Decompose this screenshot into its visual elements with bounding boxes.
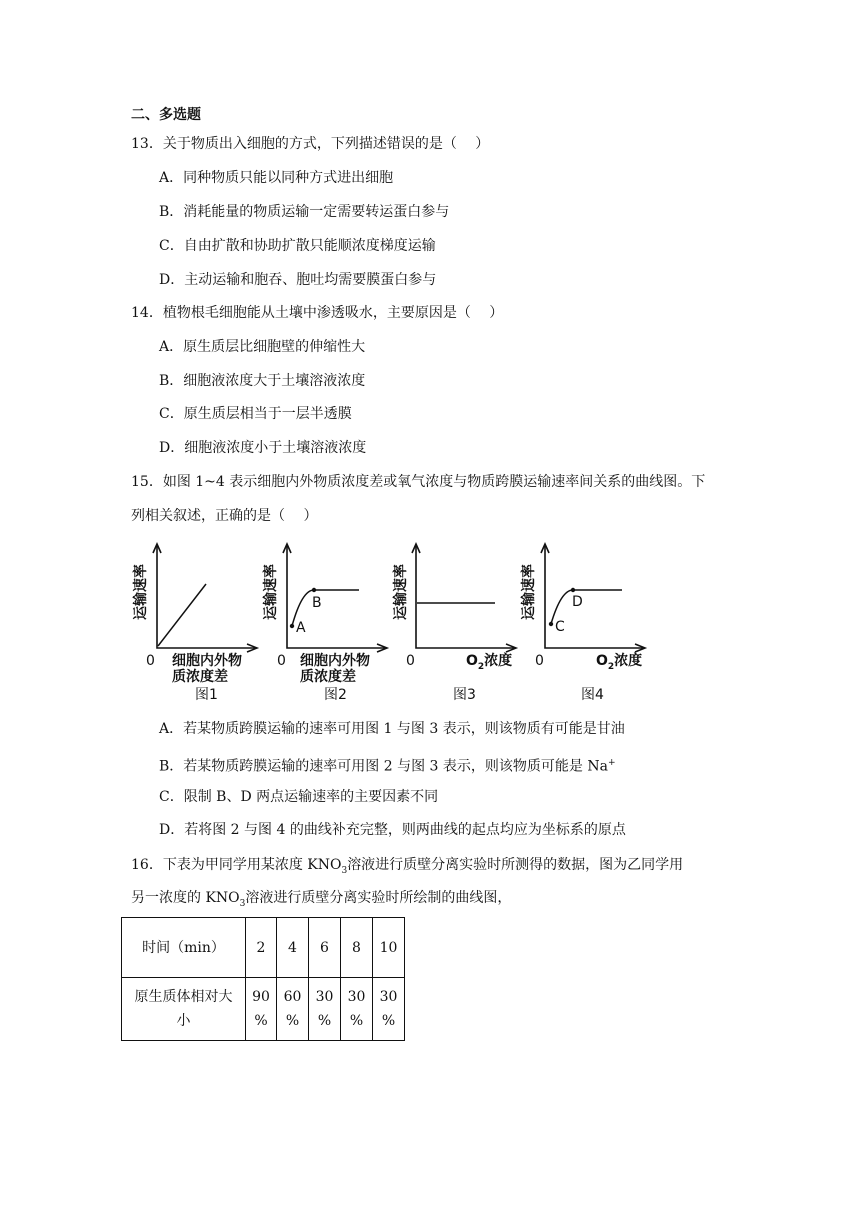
table-time-cell: 10 bbox=[373, 918, 405, 978]
q16-line1-a: 16．下表为甲同学用某浓度 KNO bbox=[131, 857, 342, 873]
fig4-origin: 0 bbox=[535, 653, 544, 669]
q13-option-c: C．自由扩散和协助扩散只能顺浓度梯度运输 bbox=[159, 238, 436, 254]
q15-stem-line2: 列相关叙述，正确的是（ ） bbox=[131, 508, 318, 524]
table-size-value: 90 bbox=[252, 989, 270, 1005]
table-size-unit: % bbox=[254, 1013, 268, 1029]
table-header-size-1: 原生质体相对大 bbox=[134, 989, 233, 1005]
q13-option-d: D．主动运输和胞吞、胞吐均需要膜蛋白参与 bbox=[159, 272, 437, 288]
q15-figures-svg bbox=[120, 538, 660, 708]
q15-option-b-text: B．若某物质跨膜运输的速率可用图 2 与图 3 表示，则该物质可能是 Na bbox=[159, 758, 608, 775]
table-size-cell bbox=[341, 978, 373, 1041]
q16-line1-sub: 3 bbox=[341, 865, 348, 876]
q16-data-table bbox=[121, 917, 405, 1041]
q14-option-c: C．原生质层相当于一层半透膜 bbox=[159, 406, 352, 422]
table-size-cell bbox=[373, 978, 405, 1041]
table-size-value: 30 bbox=[379, 989, 398, 1005]
figure-3 bbox=[392, 544, 516, 703]
fig2-x-label-1: 细胞内外物 bbox=[300, 653, 370, 669]
fig3-x-sub: 2 bbox=[477, 662, 485, 672]
fig1-curve bbox=[158, 584, 206, 646]
q16-line2-sub: 3 bbox=[239, 898, 246, 909]
fig4-y-label: 运输速率 bbox=[521, 564, 537, 620]
fig3-arrows bbox=[412, 544, 516, 652]
fig2-point-a-label: A bbox=[296, 620, 306, 636]
section-title: 二、多选题 bbox=[131, 107, 201, 123]
q14-stem: 14．植物根毛细胞能从土壤中渗透吸水，主要原因是（ ） bbox=[131, 305, 504, 321]
fig4-point-c-dot bbox=[549, 622, 553, 626]
fig1-origin: 0 bbox=[146, 653, 155, 669]
figure-1 bbox=[132, 544, 257, 703]
fig3-x-o: O bbox=[466, 653, 478, 669]
q16-line1-b: 溶液进行质壁分离实验时所测得的数据，图为乙同学用 bbox=[347, 857, 684, 873]
fig4-point-d-dot bbox=[571, 588, 575, 592]
fig4-x-rest: 浓度 bbox=[614, 653, 643, 669]
fig3-caption: 图3 bbox=[453, 687, 476, 703]
table-header-size-2: 小 bbox=[176, 1013, 191, 1029]
q15-stem-line1: 15．如图 1~4 表示细胞内外物质浓度差或氧气浓度与物质跨膜运输速率间关系的曲线图。下 bbox=[131, 474, 706, 490]
table-size-unit: % bbox=[381, 1013, 396, 1029]
q16-line2 bbox=[131, 888, 511, 914]
fig4-arrows bbox=[541, 544, 645, 652]
fig2-y-label: 运输速率 bbox=[263, 564, 279, 620]
table-time-cell: 2 bbox=[246, 918, 277, 978]
fig1-y-label: 运输速率 bbox=[133, 564, 149, 620]
table-size-unit: % bbox=[285, 1013, 300, 1029]
fig4-x-sub: 2 bbox=[607, 662, 615, 672]
fig2-origin: 0 bbox=[277, 653, 286, 669]
table-size-value: 30 bbox=[315, 989, 334, 1005]
q16-line1 bbox=[131, 855, 683, 881]
fig3-origin: 0 bbox=[406, 653, 415, 669]
q15-option-d: D．若将图 2 与图 4 的曲线补充完整，则两曲线的起点均应为坐标系的原点 bbox=[159, 822, 626, 838]
table-row-size bbox=[122, 978, 405, 1041]
q15-option-c: C．限制 B、D 两点运输速率的主要因素不同 bbox=[159, 789, 439, 805]
q16-line2-b: 溶液进行质壁分离实验时所绘制的曲线图， bbox=[245, 890, 512, 906]
table-size-unit: % bbox=[349, 1013, 364, 1029]
fig1-arrows bbox=[153, 544, 257, 652]
fig2-point-b-label: B bbox=[312, 595, 322, 611]
fig3-x-rest: 浓度 bbox=[484, 653, 513, 669]
q15-option-a: A．若某物质跨膜运输的速率可用图 1 与图 3 表示，则该物质有可能是甘油 bbox=[159, 721, 625, 737]
q16-line2-a: 另一浓度的 KNO bbox=[131, 890, 240, 906]
fig2-point-b-dot bbox=[312, 588, 316, 592]
table-size-unit: % bbox=[317, 1013, 332, 1029]
table-header-time: 时间（min） bbox=[122, 918, 246, 978]
table-size-cell bbox=[277, 978, 309, 1041]
q15-option-b-sup: + bbox=[607, 758, 616, 768]
fig3-y-label: 运输速率 bbox=[393, 564, 409, 620]
fig3-axes bbox=[416, 546, 514, 648]
fig2-x-label-2: 质浓度差 bbox=[300, 669, 356, 685]
table-size-value: 30 bbox=[347, 989, 366, 1005]
fig2-point-a-dot bbox=[290, 624, 294, 628]
table-row-time bbox=[122, 918, 405, 978]
table-size-value: 60 bbox=[283, 989, 302, 1005]
q13-option-a: A．同种物质只能以同种方式进出细胞 bbox=[159, 170, 394, 186]
fig2-caption: 图2 bbox=[324, 687, 347, 703]
q13-option-b: B．消耗能量的物质运输一定需要转运蛋白参与 bbox=[159, 204, 450, 220]
fig4-point-c-label: C bbox=[555, 619, 565, 635]
q14-option-a: A．原生质层比细胞壁的伸缩性大 bbox=[159, 339, 366, 355]
fig4-x-label bbox=[596, 652, 642, 672]
q14-option-d: D．细胞液浓度小于土壤溶液浓度 bbox=[159, 440, 367, 456]
table-time-cell: 8 bbox=[341, 918, 373, 978]
table-header-size bbox=[122, 978, 246, 1041]
table-time-cell: 4 bbox=[277, 918, 309, 978]
fig4-point-d-label: D bbox=[572, 594, 583, 610]
q15-option-b bbox=[159, 753, 616, 777]
fig1-caption: 图1 bbox=[195, 687, 218, 703]
figure-2 bbox=[262, 544, 387, 703]
table-time-cell: 6 bbox=[309, 918, 341, 978]
fig4-caption: 图4 bbox=[581, 687, 604, 703]
q14-option-b: B．细胞液浓度大于土壤溶液浓度 bbox=[159, 373, 366, 389]
table-size-cell bbox=[309, 978, 341, 1041]
q15-figures bbox=[120, 538, 660, 708]
fig1-axes bbox=[157, 546, 255, 648]
fig1-x-label-1: 细胞内外物 bbox=[172, 653, 242, 669]
fig4-x-o: O bbox=[596, 653, 608, 669]
fig1-x-label-2: 质浓度差 bbox=[172, 669, 228, 685]
figure-4 bbox=[520, 544, 645, 703]
fig3-x-label bbox=[466, 652, 512, 672]
q13-stem: 13．关于物质出入细胞的方式，下列描述错误的是（ ） bbox=[131, 136, 490, 152]
table-size-cell bbox=[246, 978, 277, 1041]
